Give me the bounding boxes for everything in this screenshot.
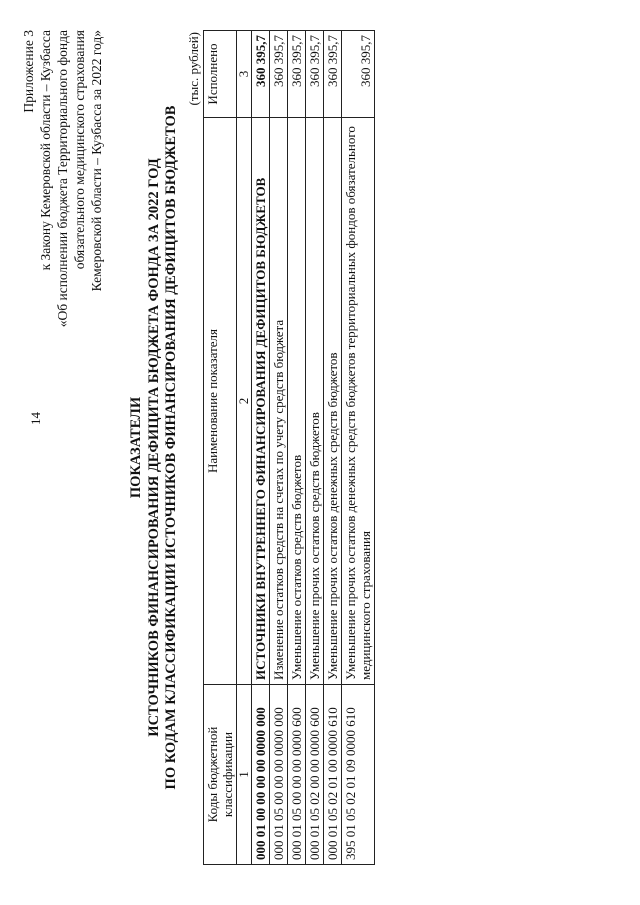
title-line-2: ИСТОЧНИКОВ ФИНАНСИРОВАНИЯ ДЕФИЦИТА БЮДЖЕТА ФОНДА ЗА 2022 ГОД xyxy=(145,158,162,737)
row-code: 000 01 05 00 00 00 0000 000 xyxy=(270,685,288,865)
row-code: 000 01 05 00 00 00 0000 600 xyxy=(288,685,306,865)
col-number: 1 xyxy=(237,685,252,865)
row-name: Уменьшение прочих остатков средств бюджетов xyxy=(306,118,324,685)
table-header-row xyxy=(204,31,237,865)
title-line-3: ПО КОДАМ КЛАССИФИКАЦИИ ИСТОЧНИКОВ ФИНАНСИРОВАНИЯ ДЕФИЦИТОВ БЮДЖЕТОВ xyxy=(163,105,179,790)
table-row xyxy=(306,31,324,865)
row-name: ИСТОЧНИКИ ВНУТРЕННЕГО ФИНАНСИРОВАНИЯ ДЕФИЦИТОВ БЮДЖЕТОВ xyxy=(252,118,270,685)
header-executed: Исполнено xyxy=(204,31,237,118)
row-name: Уменьшение прочих остатков денежных средств бюджетов территориальных фондов обязательного медицинского страхования xyxy=(342,118,375,685)
sources-table xyxy=(203,30,375,865)
row-value: 360 395,7 xyxy=(288,31,306,118)
row-name: Уменьшение прочих остатков денежных средств бюджетов xyxy=(324,118,342,685)
row-code: 000 01 05 02 00 00 0000 600 xyxy=(306,685,324,865)
appendix-line: к Закону Кемеровской области – Кузбасса xyxy=(38,30,53,271)
appendix-line: Кемеровской области – Кузбасса за 2022 год» xyxy=(89,30,104,292)
rotated-page-content xyxy=(20,30,620,865)
row-value: 360 395,7 xyxy=(306,31,324,118)
row-name: Изменение остатков средств на счетах по учету средств бюджета xyxy=(270,118,288,685)
units-label: (тыс. рублей) xyxy=(186,32,201,106)
table-row xyxy=(270,31,288,865)
row-code: 000 01 00 00 00 00 0000 000 xyxy=(252,685,270,865)
col-number: 2 xyxy=(237,118,252,685)
appendix-note xyxy=(20,30,105,500)
row-name: Уменьшение остатков средств бюджетов xyxy=(288,118,306,685)
table-row xyxy=(324,31,342,865)
appendix-line: «Об исполнении бюджета Территориального фонда xyxy=(55,30,70,328)
title-line-1: ПОКАЗАТЕЛИ xyxy=(128,396,144,499)
appendix-line: обязательного медицинского страхования xyxy=(72,30,87,270)
column-number-row xyxy=(237,31,252,865)
col-number: 3 xyxy=(237,31,252,118)
table-row xyxy=(288,31,306,865)
table-row xyxy=(342,31,375,865)
row-value: 360 395,7 xyxy=(342,31,375,118)
row-value: 360 395,7 xyxy=(270,31,288,118)
row-value: 360 395,7 xyxy=(324,31,342,118)
appendix-line: Приложение 3 xyxy=(21,30,36,113)
header-codes: Коды бюджетной классификации xyxy=(204,685,237,865)
row-value: 360 395,7 xyxy=(252,31,270,118)
header-name: Наименование показателя xyxy=(204,118,237,685)
row-code: 395 01 05 02 01 09 0000 610 xyxy=(342,685,375,865)
table-row xyxy=(252,31,270,865)
row-code: 000 01 05 02 01 00 0000 610 xyxy=(324,685,342,865)
document-title xyxy=(128,30,181,865)
page-number: 14 xyxy=(28,412,43,425)
